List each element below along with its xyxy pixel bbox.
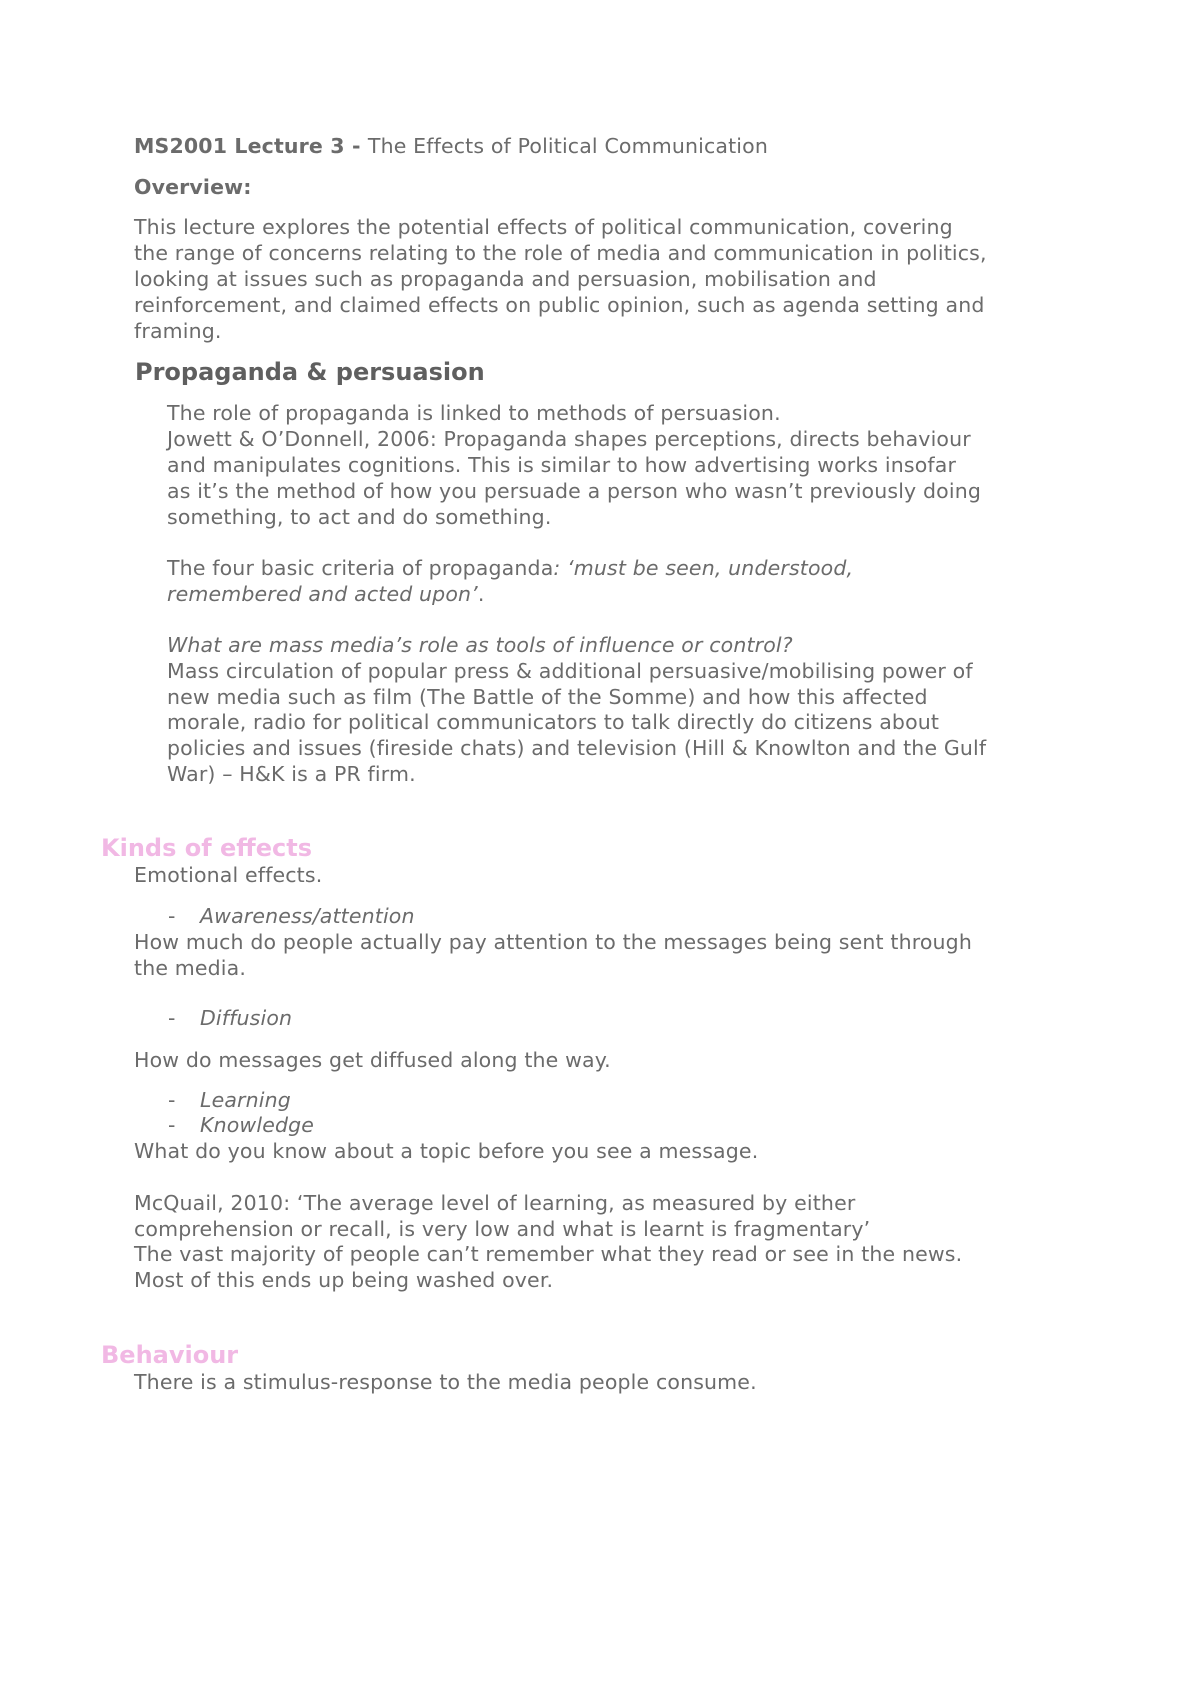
- mass-media-line: policies and issues (fireside chats) and television (Hill & Knowlton and the Gulf: [167, 736, 987, 760]
- list-item-learning: Learning: [200, 1088, 291, 1112]
- criteria-prefix: The four basic criteria of propaganda: [167, 556, 554, 580]
- knowledge-text: What do you know about a topic before you see a message.: [134, 1139, 759, 1163]
- behaviour-text: There is a stimulus-response to the media people consume.: [134, 1370, 757, 1394]
- overview-line: framing.: [134, 319, 222, 343]
- criteria-quote: remembered and acted upon’: [167, 582, 478, 606]
- propaganda-line: The role of propaganda is linked to methods of persuasion.: [167, 401, 781, 425]
- mass-media-line: War) – H&K is a PR firm.: [167, 762, 416, 786]
- criteria-end: .: [477, 582, 485, 606]
- mcquail-line: comprehension or recall, is very low and what is learnt is fragmentary’: [134, 1217, 871, 1241]
- propaganda-line: as it’s the method of how you persuade a person who wasn’t previously doing: [167, 479, 982, 503]
- propaganda-heading: Propaganda & persuasion: [135, 358, 485, 386]
- mass-media-line: Mass circulation of popular press & additional persuasive/mobilising power of: [167, 659, 973, 683]
- list-bullet: -: [168, 904, 176, 928]
- behaviour-heading: Behaviour: [101, 1341, 239, 1369]
- diffusion-text: How do messages get diffused along the way.: [134, 1048, 611, 1072]
- criteria-line: [167, 580, 485, 608]
- list-bullet: -: [168, 1088, 176, 1112]
- document-title: [134, 132, 768, 160]
- list-item-awareness: Awareness/attention: [200, 904, 415, 928]
- awareness-text: the media.: [134, 956, 247, 980]
- propaganda-line: and manipulates cognitions. This is similar to how advertising works insofar: [167, 453, 957, 477]
- awareness-text: How much do people actually pay attention to the messages being sent through: [134, 930, 972, 954]
- propaganda-line: something, to act and do something.: [167, 505, 552, 529]
- mass-media-line: morale, radio for political communicators to talk directly do citizens about: [167, 710, 940, 734]
- propaganda-line: Jowett & O’Donnell, 2006: Propaganda shapes perceptions, directs behaviour: [167, 427, 971, 451]
- kinds-of-effects-heading: Kinds of effects: [101, 834, 312, 862]
- overview-line: This lecture explores the potential effects of political communication, covering: [134, 215, 953, 239]
- overview-heading: Overview:: [134, 175, 252, 199]
- overview-line: reinforcement, and claimed effects on public opinion, such as agenda setting and: [134, 293, 985, 317]
- list-bullet: -: [168, 1006, 176, 1030]
- criteria-line: [167, 554, 853, 582]
- list-bullet: -: [168, 1113, 176, 1137]
- overview-line: the range of concerns relating to the role of media and communication in politics,: [134, 241, 987, 265]
- mcquail-line: The vast majority of people can’t remember what they read or see in the news.: [134, 1242, 963, 1266]
- list-item-knowledge: Knowledge: [200, 1113, 315, 1137]
- mass-media-line: new media such as film (The Battle of the Somme) and how this affected: [167, 685, 928, 709]
- overview-line: looking at issues such as propaganda and persuasion, mobilisation and: [134, 267, 877, 291]
- mcquail-line: Most of this ends up being washed over.: [134, 1268, 554, 1292]
- title-topic: The Effects of Political Communication: [367, 134, 768, 158]
- mass-media-question: What are mass media’s role as tools of influence or control?: [167, 633, 793, 657]
- emotional-effects-text: Emotional effects.: [134, 863, 323, 887]
- list-item-diffusion: Diffusion: [200, 1006, 293, 1030]
- mcquail-line: McQuail, 2010: ‘The average level of learning, as measured by either: [134, 1191, 856, 1215]
- title-course-code: MS2001 Lecture 3 -: [134, 134, 368, 158]
- criteria-quote: : ‘must be seen, understood,: [553, 556, 854, 580]
